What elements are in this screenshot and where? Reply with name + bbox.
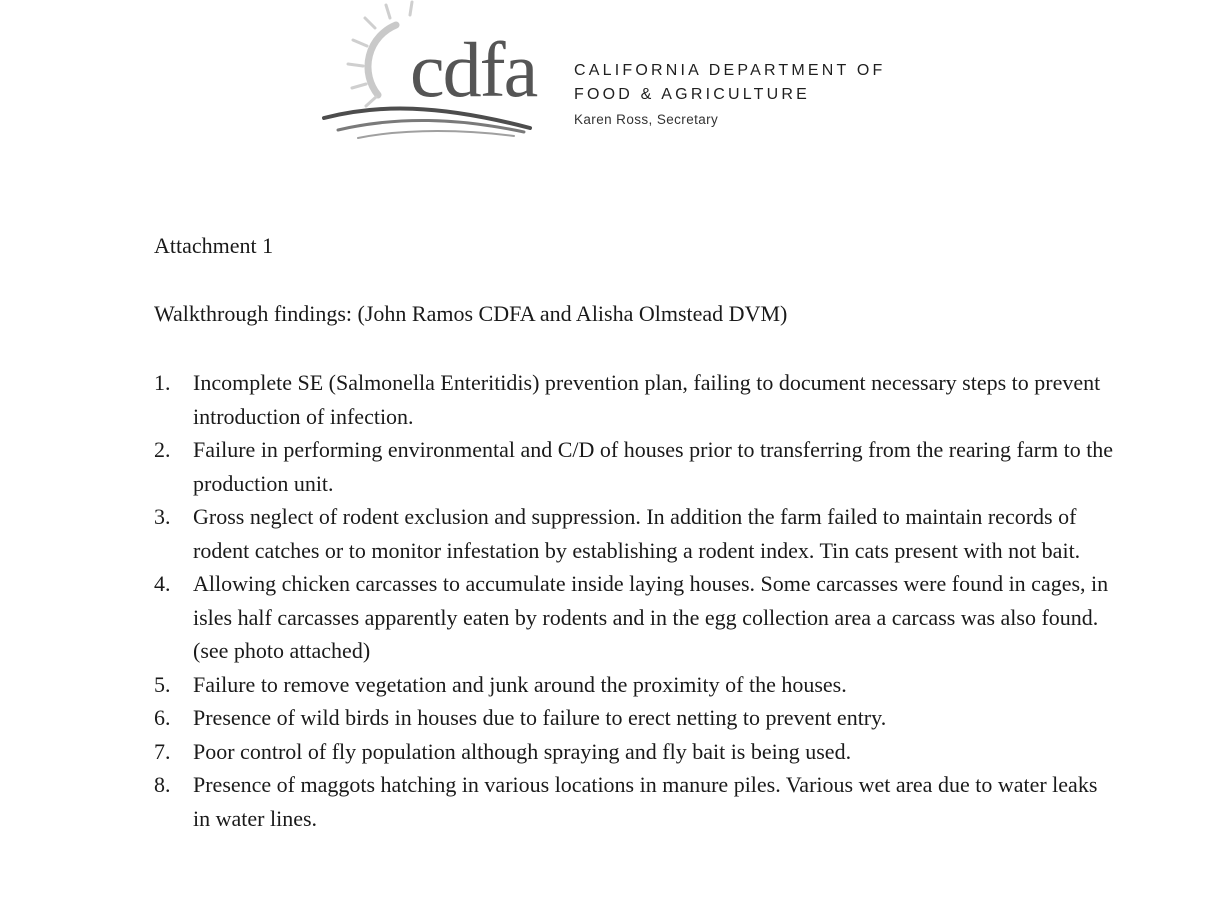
finding-number: 1. bbox=[154, 370, 171, 395]
finding-number: 7. bbox=[154, 738, 171, 764]
finding-item bbox=[154, 768, 1114, 835]
finding-item bbox=[154, 668, 1114, 702]
finding-item bbox=[154, 433, 1114, 500]
finding-number: 8. bbox=[154, 772, 171, 797]
finding-number: 2. bbox=[154, 437, 171, 462]
finding-text: Presence of wild birds in houses due to failure to erect netting to prevent entry. bbox=[193, 705, 887, 730]
department-line-2: FOOD & AGRICULTURE bbox=[574, 86, 810, 103]
finding-number: 6. bbox=[154, 705, 171, 730]
finding-text: Presence of maggots hatching in various locations in manure piles. Various wet area due to water leaks in water lines. bbox=[193, 772, 1098, 831]
finding-item bbox=[154, 500, 1114, 567]
finding-text: Failure in performing environmental and C/D of houses prior to transferring from the rearing farm to the production unit. bbox=[193, 437, 1114, 496]
finding-number: 3. bbox=[154, 504, 171, 529]
findings-heading: Walkthrough findings: (John Ramos CDFA and Alisha Olmstead DVM) bbox=[154, 300, 788, 326]
finding-number: 4. bbox=[154, 571, 171, 596]
findings-list bbox=[154, 366, 1114, 835]
attachment-label: Attachment 1 bbox=[154, 233, 274, 258]
finding-item bbox=[154, 735, 1114, 769]
finding-item bbox=[154, 567, 1114, 668]
finding-item bbox=[154, 701, 1114, 735]
finding-text: Allowing chicken carcasses to accumulate inside laying houses. Some carcasses were found in cages, in isles half carcasses apparently eaten by rodents and in the egg collection area a carcass was also found. (see photo attached) bbox=[193, 571, 1109, 663]
department-name bbox=[574, 59, 886, 107]
document-body bbox=[154, 229, 1114, 835]
cdfa-logo-text: cdfa bbox=[410, 26, 537, 113]
finding-text: Gross neglect of rodent exclusion and suppression. In addition the farm failed to maintain records of rodent catches or to monitor infestation by establishing a rodent index. Tin cats present with not bait. bbox=[193, 504, 1081, 563]
department-line-1: CALIFORNIA DEPARTMENT OF bbox=[574, 62, 886, 79]
secretary-name: Karen Ross, Secretary bbox=[574, 112, 719, 127]
finding-number: 5. bbox=[154, 671, 171, 697]
finding-text: Poor control of fly population although spraying and fly bait is being used. bbox=[193, 738, 852, 764]
finding-item bbox=[154, 366, 1114, 433]
letterhead bbox=[318, 0, 938, 150]
finding-text: Failure to remove vegetation and junk around the proximity of the houses. bbox=[193, 671, 847, 697]
finding-text: Incomplete SE (Salmonella Enteritidis) prevention plan, failing to document necessary steps to prevent introduction of infection. bbox=[193, 370, 1101, 429]
